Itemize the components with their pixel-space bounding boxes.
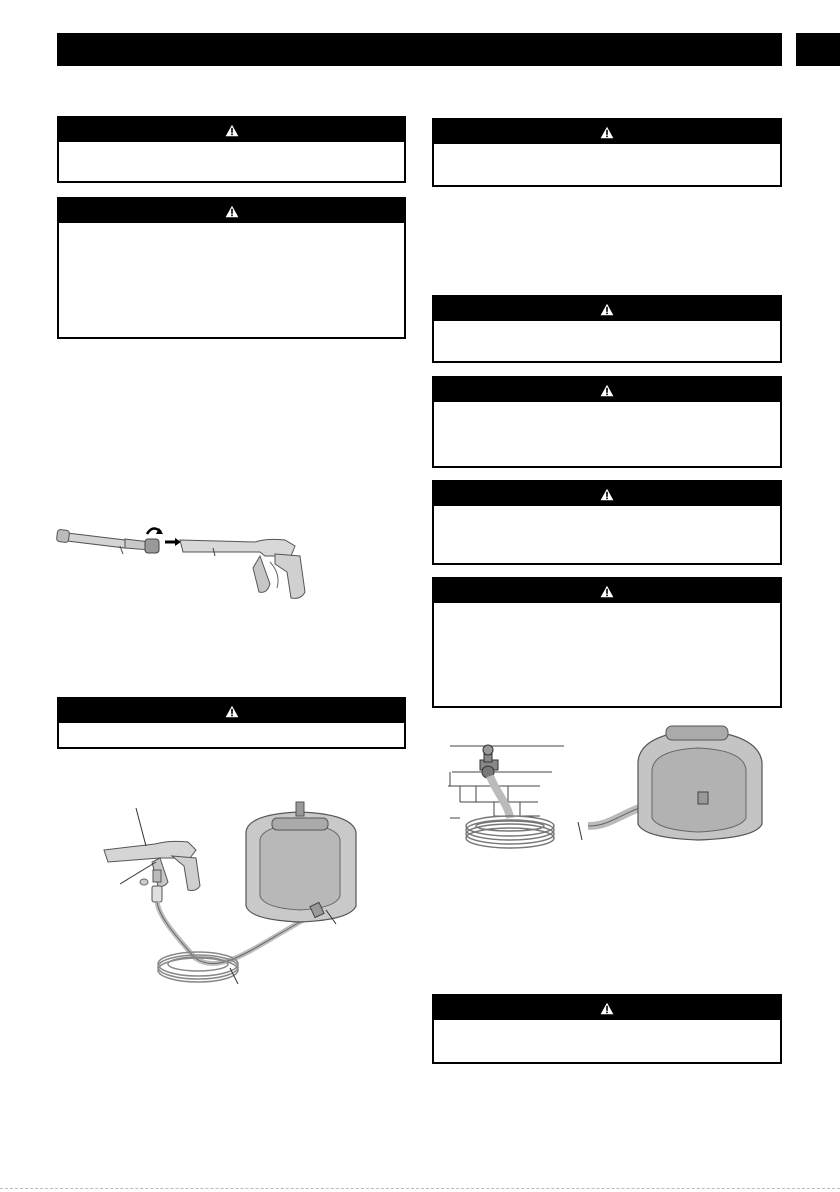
- hose-fitting: [140, 870, 162, 902]
- warning-box-8: [432, 577, 782, 708]
- page-bottom-rule: [0, 1188, 840, 1189]
- warning-header: [434, 482, 780, 506]
- spray-gun: [104, 841, 200, 890]
- warning-header: [434, 378, 780, 402]
- warning-triangle-icon: [600, 1002, 614, 1015]
- language-tab: [796, 33, 840, 66]
- spray-lance: [56, 529, 159, 553]
- water-supply-figure: [440, 722, 770, 862]
- warning-triangle-icon: [600, 384, 614, 397]
- warning-header: [59, 118, 404, 142]
- warning-box-4: [432, 118, 782, 187]
- warning-header: [434, 120, 780, 144]
- warning-triangle-icon: [225, 705, 239, 718]
- warning-box-1: [57, 116, 406, 183]
- warning-triangle-icon: [600, 303, 614, 316]
- warning-box-5: [432, 295, 782, 363]
- warning-box-7: [432, 480, 782, 565]
- warning-triangle-icon: [225, 205, 239, 218]
- warning-box-9: [432, 994, 782, 1064]
- warning-triangle-icon: [225, 124, 239, 137]
- warning-box-3: [57, 697, 406, 749]
- spray-gun: [180, 539, 305, 598]
- warning-box-2: [57, 197, 406, 339]
- pressure-washer-unit: [246, 802, 356, 922]
- warning-header: [434, 579, 780, 603]
- warning-header: [59, 199, 404, 223]
- warning-triangle-icon: [600, 126, 614, 139]
- hose-connection-figure: [100, 800, 360, 990]
- faucet-icon: [480, 745, 498, 778]
- warning-header: [434, 996, 780, 1020]
- warning-header: [434, 297, 780, 321]
- warning-triangle-icon: [600, 488, 614, 501]
- header-bar: [57, 33, 782, 66]
- hose-coil: [466, 816, 554, 848]
- warning-triangle-icon: [600, 585, 614, 598]
- warning-box-6: [432, 376, 782, 468]
- hose-coil: [158, 952, 238, 982]
- warning-header: [59, 699, 404, 723]
- lance-assembly-figure: [55, 512, 325, 612]
- pressure-washer-unit: [638, 726, 762, 840]
